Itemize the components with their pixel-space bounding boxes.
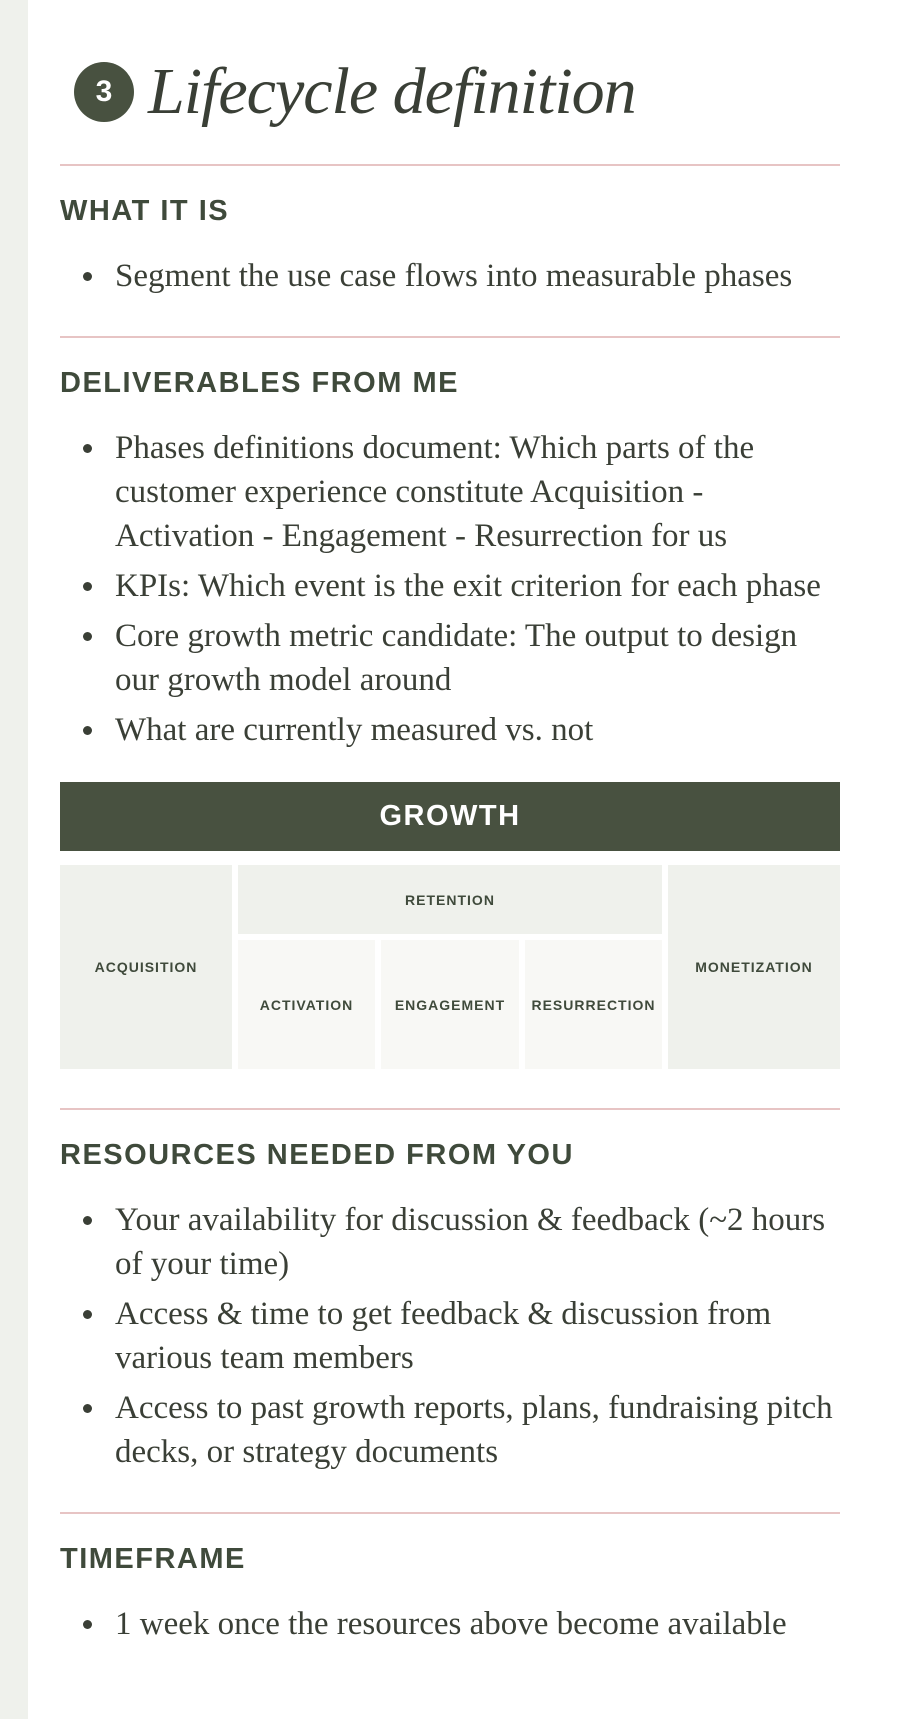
list-item: Access to past growth reports, plans, fundraising pitch decks, or strategy documents xyxy=(60,1386,840,1474)
list-item: Your availability for discussion & feedback (~2 hours of your time) xyxy=(60,1198,840,1286)
list-item: Phases definitions document: Which parts of the customer experience constitute Acquisition - Activation - Engagement - Resurrection for us xyxy=(60,426,840,558)
what-it-is-heading: WHAT IT IS xyxy=(60,195,230,227)
section-divider xyxy=(60,1512,840,1514)
list-item: KPIs: Which event is the exit criterion for each phase xyxy=(60,564,840,608)
left-side-strip xyxy=(0,0,28,1719)
what-it-is-list xyxy=(60,254,840,304)
deliverables-list xyxy=(60,426,840,758)
timeframe-list xyxy=(60,1602,840,1652)
deliverables-heading: DELIVERABLES FROM ME xyxy=(60,367,459,399)
growth-bar: GROWTH xyxy=(60,782,840,851)
retention-cell: RETENTION xyxy=(238,865,662,934)
section-divider xyxy=(60,336,840,338)
resources-list xyxy=(60,1198,840,1480)
list-item: What are currently measured vs. not xyxy=(60,708,840,752)
list-item: Segment the use case flows into measurable phases xyxy=(60,254,840,298)
list-item: Core growth metric candidate: The output to design our growth model around xyxy=(60,614,840,702)
page-title: Lifecycle definition xyxy=(148,55,636,128)
section-divider xyxy=(60,164,840,166)
activation-cell: ACTIVATION xyxy=(238,940,375,1069)
monetization-cell: MONETIZATION xyxy=(668,865,840,1069)
resurrection-cell: RESURRECTION xyxy=(525,940,662,1069)
engagement-cell: ENGAGEMENT xyxy=(381,940,519,1069)
timeframe-heading: TIMEFRAME xyxy=(60,1543,246,1575)
list-item: Access & time to get feedback & discussion from various team members xyxy=(60,1292,840,1380)
section-divider xyxy=(60,1108,840,1110)
resources-heading: RESOURCES NEEDED FROM YOU xyxy=(60,1139,574,1171)
title-row xyxy=(74,52,636,132)
step-number-badge: 3 xyxy=(74,62,134,122)
acquisition-cell: ACQUISITION xyxy=(60,865,232,1069)
list-item: 1 week once the resources above become available xyxy=(60,1602,840,1646)
